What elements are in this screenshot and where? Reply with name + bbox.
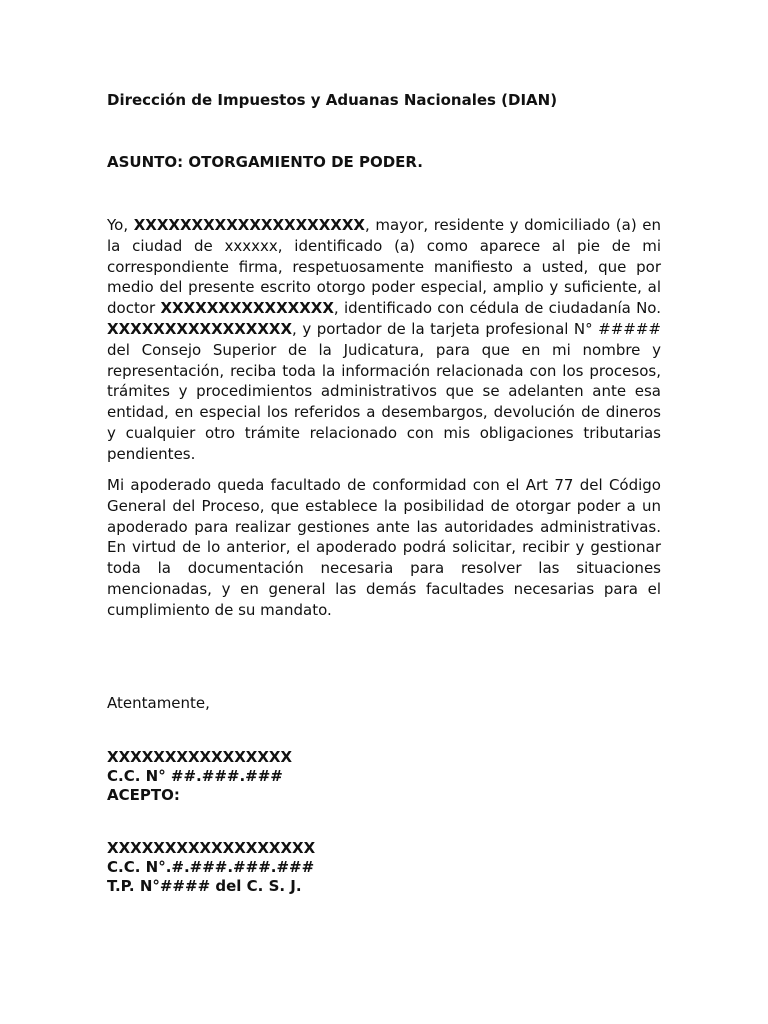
text-run: , mayor, residente y domiciliado (a) en la ciudad de xxxxxx, identificado (a) como aparece al pie de mi correspondiente firma, respetuosamente manifiesto a usted, que por medio del presente escrito otorgo poder especial, amplio y suficiente, al doctor [107,216,661,318]
attorney-signature-name: XXXXXXXXXXXXXXXXXX [107,839,316,857]
paragraph-faculties: Mi apoderado queda facultado de conformidad con el Art 77 del Código General del Proceso, que establece la posibilidad de otorgar poder a un apoderado para realizar gestiones ante las autoridades administrativas. En virtud de lo anterior, el apoderado podrá solicitar, recibir y gestionar toda la documentación necesaria para resolver las situaciones mencionadas, y en general las demás facultades necesarias para el cumplimiento de su mandato. [107,476,661,619]
attorney-name: XXXXXXXXXXXXXXX [160,299,334,318]
subject-line: ASUNTO: OTORGAMIENTO DE PODER. [107,153,423,171]
attorney-id: XXXXXXXXXXXXXXXX [107,319,293,338]
attorney-professional-card: T.P. N°#### del C. S. J. [107,877,302,895]
text-run: Yo, [107,216,134,234]
attorney-signature-id: C.C. N°.#.###.###.### [107,858,315,876]
text-run: , identificado con cédula de ciudadanía No. [333,299,661,318]
paragraph-grant [107,215,661,465]
grantor-signature-name: XXXXXXXXXXXXXXXX [107,748,293,766]
text-run: , y portador de la tarjeta profesional N° ##### del Consejo Superior de la Judicatura, para que en mi nombre y representación, reciba toda la información relacionada con los procesos, trámites y procedimientos administrativos que se adelanten ante esa entidad, en especial los referidos a desembargos, devolución de dineros y cualquier otro trámite relacionado con mis obligaciones tributarias pendientes. [107,319,661,463]
grantor-name: XXXXXXXXXXXXXXXXXXXX [133,216,365,234]
recipient-heading: Dirección de Impuestos y Aduanas Nacionales (DIAN) [107,91,558,109]
closing-text: Atentamente, [107,694,210,712]
accept-label: ACEPTO: [107,786,180,804]
grantor-signature-id: C.C. N° ##.###.### [107,767,283,785]
